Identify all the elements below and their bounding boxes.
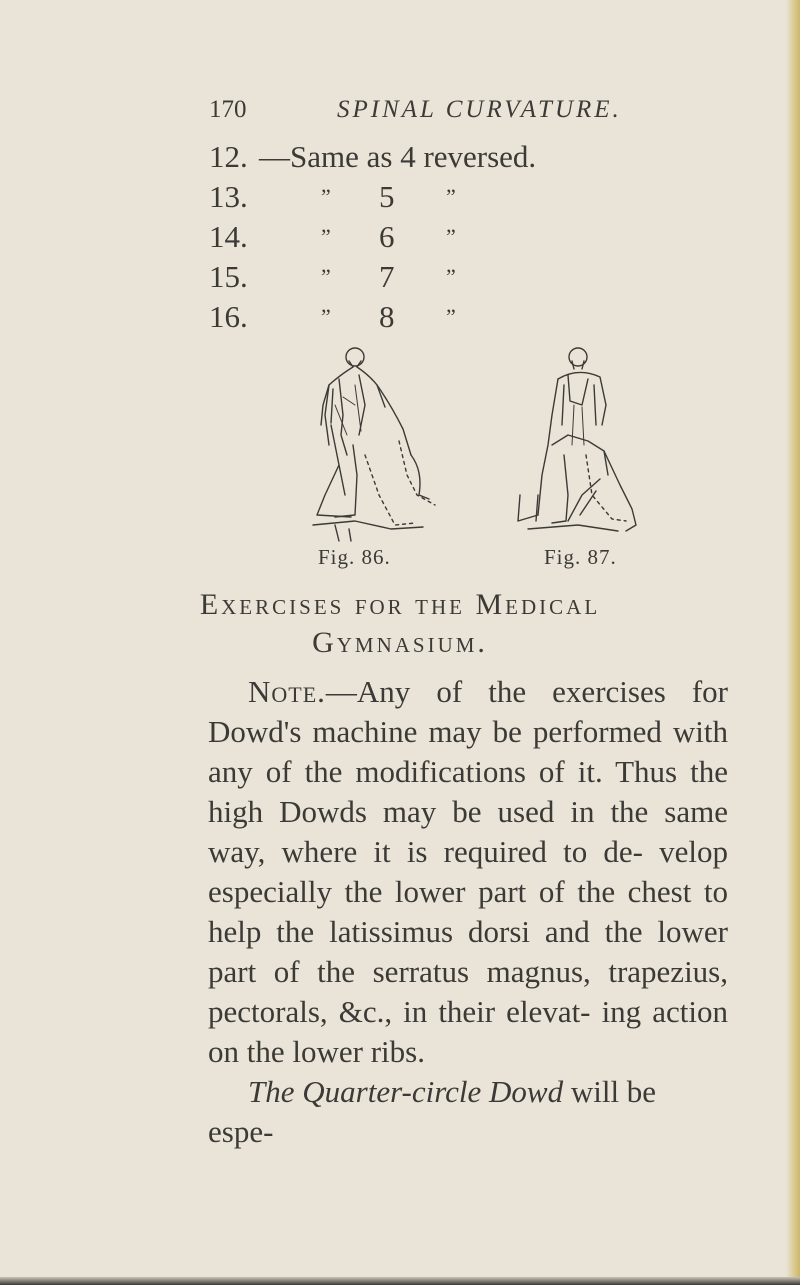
exercise-value: 8 bbox=[379, 299, 395, 334]
note-text: —Any of the exercises for Dowd's machine may be performed with any of the modifications of it. Thus the high Dowds may be used in the same way, where it is required to de- velop especially the lower part of the chest to help the latissimus dorsi and the lower part of the serratus magnus, trapezius, pectorals, &c., in their elevat- ing action on the lower ribs. bbox=[208, 674, 728, 1069]
figure-86-illustration bbox=[295, 345, 445, 545]
ditto-mark: ” bbox=[321, 264, 331, 289]
figure-caption: Fig. 87. bbox=[544, 545, 617, 569]
running-title: SPINAL CURVATURE. bbox=[337, 96, 622, 123]
continuation-text: will be espe- bbox=[208, 1074, 657, 1149]
ditto-mark: ” bbox=[446, 224, 456, 249]
page-header bbox=[209, 96, 629, 132]
figure-87-illustration bbox=[508, 345, 658, 545]
ditto-mark: ” bbox=[321, 224, 331, 249]
note-label: Note. bbox=[248, 674, 326, 709]
ditto-mark: ” bbox=[321, 304, 331, 329]
exercise-row bbox=[209, 137, 629, 177]
ditto-mark: ” bbox=[446, 184, 456, 209]
exercise-row bbox=[209, 177, 629, 217]
exercise-number: 13. bbox=[209, 179, 248, 214]
exercise-value: 6 bbox=[379, 219, 395, 254]
page-number: 170 bbox=[209, 96, 247, 123]
figure-87 bbox=[508, 345, 658, 569]
exercise-row bbox=[209, 217, 629, 257]
exercise-number: 14. bbox=[209, 219, 248, 254]
exercise-number: 15. bbox=[209, 259, 248, 294]
exercise-value: 5 bbox=[379, 179, 395, 214]
page-edge-bottom bbox=[0, 1277, 800, 1285]
ditto-mark: ” bbox=[321, 184, 331, 209]
exercise-text: —Same as 4 reversed. bbox=[259, 139, 537, 174]
section-heading-line2: Gymnasium. bbox=[312, 626, 488, 659]
continuation-italic: The Quarter-circle Dowd bbox=[248, 1074, 564, 1109]
note-paragraph bbox=[208, 672, 728, 1152]
ditto-mark: ” bbox=[446, 304, 456, 329]
exercise-value: 7 bbox=[379, 259, 395, 294]
exercise-number: 12. bbox=[209, 139, 248, 174]
section-heading-line1: Exercises for the Medical bbox=[199, 588, 601, 621]
exercise-row bbox=[209, 297, 629, 337]
exercise-row bbox=[209, 257, 629, 297]
exercise-number: 16. bbox=[209, 299, 248, 334]
figure-86 bbox=[295, 345, 445, 569]
exercise-list bbox=[209, 137, 629, 337]
figure-caption: Fig. 86. bbox=[318, 545, 391, 569]
ditto-mark: ” bbox=[446, 264, 456, 289]
